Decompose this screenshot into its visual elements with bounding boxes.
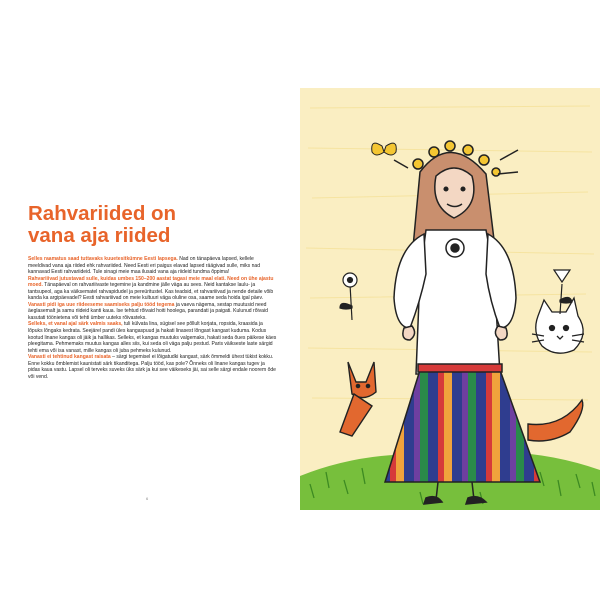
page-number: 6 [146, 496, 149, 501]
title-line-2: vana aja riided [28, 224, 171, 247]
paragraph-text: – särgi tegemisel ei lõigatudki kangast, särk õmmeldi ühest tükist kokku. Enne kokku õmblemist kaunistati särk tikanditega. Palju tööd, kas pole? Õnneks oli linane kangas tugev ja pidas kaua vastu. Lapsel oli terveks suveks üks särk ja kui see väikeseks jäi, sai selle särgi endale noorem õde või vend. [28, 354, 276, 380]
page-title [28, 203, 278, 247]
hand-right [495, 326, 507, 340]
hand-left [403, 326, 415, 340]
folk-costume-illustration [300, 88, 600, 510]
paragraph-lead: Selleks, et vanal ajal särk valmis saaks, [28, 321, 123, 328]
body-text [28, 256, 278, 380]
paragraph-text: ja vaeva nägema, sestap muutusid need äeglasemalt ja samu riideid kanti kaua. Ise tehtud rõivaid hoiti hoolega, parandati ja paigati. Kulunud rõivaid kasutati töönietena või tehti ümber uuteks rõivasteks. [28, 301, 268, 321]
title-line-1: Rahvariided on [28, 202, 177, 225]
paragraph [28, 302, 278, 322]
paragraph-lead: Vanasti pidi iga uue riideeseme saamiseks palju tööd tegema [28, 301, 175, 308]
paragraph-text: Tänapäeval on rahvariiivaste tegemine ja kandmine jälle väga au sees. Neid kantakse laulu- ja tantsupeol, aga ka väiksematel rahvapidudel ja pereüritustel. Kas teadsid, et rahvariiivad ja nende detaile võib kanda ka argipäevadel? Eesti rahvariiivad on meie kultuuri väga oluline osa, saame seda hoida igal päev. [28, 282, 274, 302]
paragraph [28, 256, 278, 276]
paragraph-lead: Rahvariiivad jutustavad sulle, kuidas umbes 150–200 aastat tagasi meie maal elati. Need on ühe ajastu moed. [28, 275, 274, 289]
paragraph-text: Nad on tänapäeva lapsed, kellele meeldivad vana aja riided ehk rahvariided. Need Eesti eri paigus elavad lapsed räägivad sulle, miks nad kannavad Eesti rahvariideid. Tule sinagi meie maa ilusaid vana aja riideid tundma õppima! [28, 256, 261, 276]
paragraph-lead: Selles raamatus saad tuttavaks kuuetesitkümne Eesti lapsega. [28, 256, 178, 262]
paragraph [28, 276, 278, 302]
right-page [300, 88, 600, 510]
waistband [418, 364, 502, 372]
paragraph [28, 321, 278, 354]
paragraph-text: tuli külvata lina, sügisel see põllult korjata, ropsida, kraasida ja lõpuks lõngaks kedrata. Seejärel pandi üles kangaspuud ja hakati linasest lõngast kangast kuduma. Kodus kootud linane kangas oli jäik ja hallikas. Selleks, et kangas muutuks valgemaks, hakati seda õues päikese käes pleegitama. Pehmemaks muutus kangas alles siis, kui seda oli väga palju pestud. Paris väikseste laste särgid tehti ema või isa vanast, mille kangas oli juba pehmeks kulunud. [28, 321, 277, 354]
paragraph [28, 354, 278, 380]
paragraph-lead: Vanasti ei tehtinud kangast raisata [28, 354, 111, 361]
